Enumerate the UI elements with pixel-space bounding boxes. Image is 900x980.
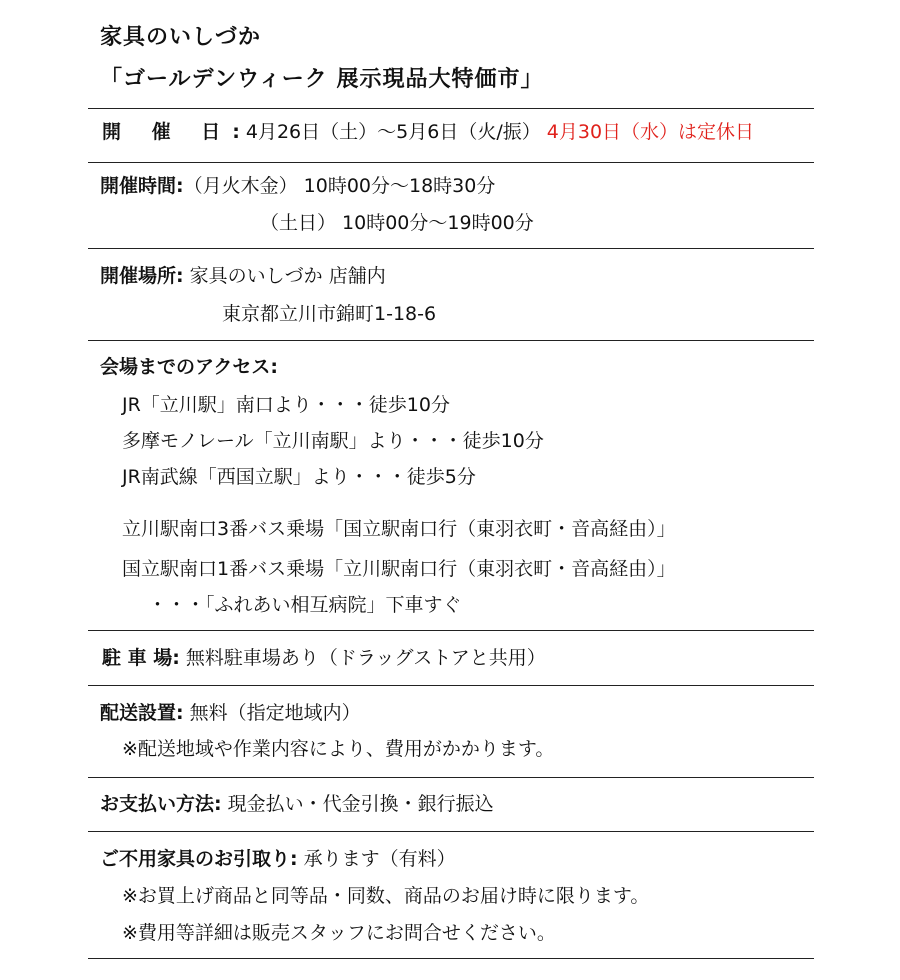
event-period-dates: 4月26日（土）～5月6日（火/振）: [239, 121, 547, 143]
divider: [88, 958, 814, 959]
delivery-row: [100, 700, 361, 726]
venue-address: 東京都立川市錦町1-18-6: [222, 303, 437, 325]
delivery-text: 無料（指定地域内）: [183, 702, 361, 724]
pickup-note: ※費用等詳細は販売スタッフにお問合せください。: [122, 922, 556, 944]
access-label: 会場までのアクセス:: [100, 356, 279, 378]
venue-row: [100, 263, 386, 289]
venue-name: 家具のいしづか 店舗内: [189, 265, 386, 287]
pickup-label: ご不用家具のお引取り:: [100, 848, 298, 870]
divider: [88, 162, 814, 163]
divider: [88, 831, 814, 832]
bus-route: 国立駅南口1番バス乗場「立川駅南口行（東羽衣町・音高経由）」: [122, 558, 676, 580]
pickup-row: [100, 846, 456, 872]
payment-text: 現金払い・代金引換・銀行振込: [221, 793, 494, 815]
divider: [88, 248, 814, 249]
bus-route: 立川駅南口3番バス乗場「国立駅南口行（東羽衣町・音高経由）」: [122, 518, 676, 540]
venue-label: 開催場所:: [100, 265, 184, 287]
divider: [88, 777, 814, 778]
event-period-colon: :: [232, 121, 240, 143]
bus-stop-note: ・・・「ふれあい相互病院」下車すぐ: [148, 594, 462, 616]
access-route: JR「立川駅」南口より・・・徒歩10分: [122, 394, 450, 416]
hours-weekend: （土日） 10時00分～19時00分: [260, 212, 534, 234]
parking-row: [102, 645, 546, 671]
hours-weekday: （月火木金） 10時00分～18時30分: [183, 175, 496, 197]
event-period-label: 開 催 日: [102, 121, 233, 143]
payment-label: お支払い方法:: [100, 793, 222, 815]
access-route: JR南武線「西国立駅」より・・・徒歩5分: [122, 466, 476, 488]
pickup-note: ※お買上げ商品と同等品・同数、商品のお届け時に限ります。: [122, 885, 650, 907]
divider: [88, 108, 814, 109]
delivery-note: ※配送地域や作業内容により、費用がかかります。: [122, 738, 555, 760]
hours-row-weekday: [100, 173, 495, 199]
parking-text: 無料駐車場あり（ドラッグストアと共用）: [179, 647, 546, 669]
parking-label: 駐 車 場:: [102, 647, 180, 669]
divider: [88, 340, 814, 341]
access-route: 多摩モノレール「立川南駅」より・・・徒歩10分: [122, 430, 544, 452]
event-period-row: [102, 119, 754, 145]
event-title: 「ゴールデンウィーク 展示現品大特価市」: [100, 67, 544, 92]
hours-label: 開催時間:: [100, 175, 184, 197]
holiday-notice: 4月30日（水）は定休日: [546, 121, 755, 143]
divider: [88, 630, 814, 631]
delivery-label: 配送設置:: [100, 702, 184, 724]
payment-row: [100, 791, 494, 817]
pickup-text: 承ります（有料）: [297, 848, 456, 870]
divider: [88, 685, 814, 686]
store-name-title: 家具のいしづか: [100, 25, 262, 50]
